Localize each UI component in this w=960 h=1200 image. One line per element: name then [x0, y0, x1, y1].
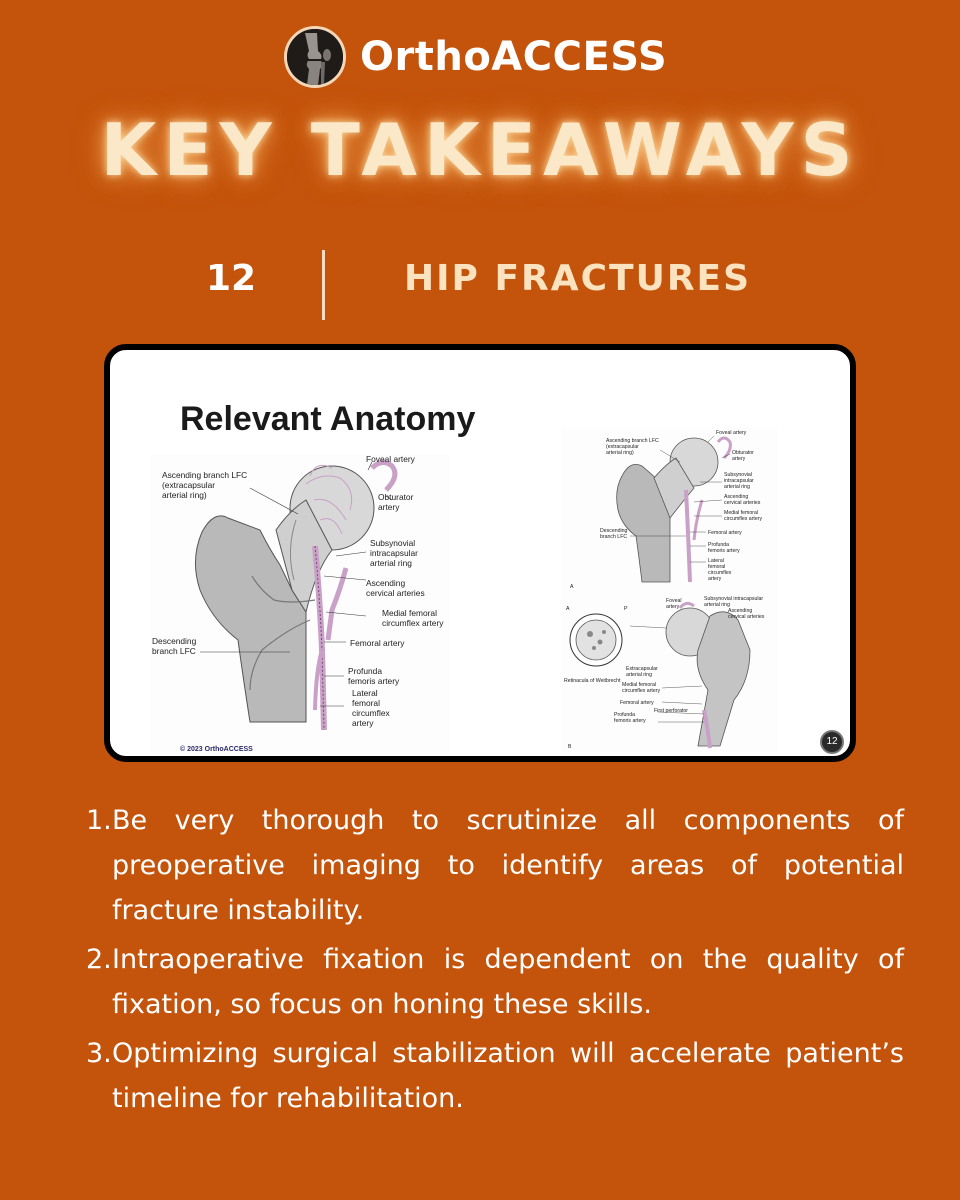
- small-a-medial: Medial femoral: [724, 510, 759, 516]
- brand-name: OrthoACCESS: [360, 34, 668, 80]
- divider: [322, 250, 325, 320]
- slide-copyright: © 2023 OrthoACCESS: [180, 746, 253, 753]
- label-foveal-artery: Foveal artery: [366, 454, 415, 464]
- takeaway-number: 2.: [86, 944, 112, 975]
- small-a-lateral-3: circumflex: [708, 570, 732, 576]
- small-a-foveal: Foveal artery: [716, 430, 747, 436]
- chapter-title: HIP FRACTURES: [404, 258, 752, 299]
- label-profunda: Profunda: [348, 666, 382, 676]
- small-b-medial: Medial femoral: [622, 682, 657, 688]
- label-ascending-lfc: Ascending branch LFC: [162, 470, 248, 480]
- small-a-obturator-2: artery: [732, 456, 746, 462]
- small-a-lateral-4: artery: [708, 576, 722, 582]
- label-subsynovial-2: intracapsular: [370, 548, 418, 558]
- small-a-ascending-lfc-2: (extracapsular: [606, 444, 639, 450]
- label-ascending-lfc-2: (extracapsular: [162, 480, 216, 490]
- label-femoral-artery: Femoral artery: [350, 638, 405, 648]
- small-a-profunda: Profunda: [708, 542, 730, 548]
- page-title: KEY TAKEAWAYS: [100, 108, 860, 192]
- takeaway-item: [86, 798, 904, 933]
- hip-anatomy-diagram: [110, 350, 850, 756]
- takeaway-item: [86, 1031, 904, 1121]
- small-b-foveal: Foveal: [666, 598, 682, 604]
- small-a-ascending-lfc: Ascending branch LFC: [606, 438, 659, 444]
- slide-card: [104, 344, 856, 762]
- label-lateral-3: circumflex: [352, 708, 390, 718]
- main-femur-illustration: [150, 454, 450, 754]
- small-a-descending-2: branch LFC: [600, 534, 628, 540]
- takeaway-number: 1.: [86, 805, 112, 836]
- small-b-subsynovial-2: arterial ring: [704, 602, 730, 608]
- small-b-ascending: Ascending: [728, 608, 753, 614]
- label-profunda-2: femoris artery: [348, 676, 400, 686]
- takeaway-text: Optimizing surgical stabilization will accelerate patient’s timeline for rehabilitation.: [112, 1038, 904, 1114]
- small-b-profunda-2: femoris artery: [614, 718, 646, 724]
- takeaway-text: Intraoperative fixation is dependent on the quality of fixation, so focus on honing these skills.: [112, 944, 904, 1020]
- small-b-posterior: P: [624, 606, 628, 612]
- label-descending-lfc: Descending: [152, 636, 197, 646]
- brand-header: [284, 24, 667, 90]
- takeaway-text: Be very thorough to scrutinize all components of preoperative imaging to identify areas of potential fracture instability.: [112, 805, 904, 926]
- label-medial-femoral-2: circumflex artery: [382, 618, 444, 628]
- takeaways-list: [86, 798, 904, 1125]
- label-subsynovial: Subsynovial: [370, 538, 416, 548]
- small-diagram-b: [562, 596, 778, 752]
- label-ascending-lfc-3: arterial ring): [162, 490, 207, 500]
- small-a-ascending-lfc-3: arterial ring): [606, 450, 634, 456]
- small-b-ascending-2: cervical arteries: [728, 614, 765, 620]
- small-a-subsynovial-2: intracapsular: [724, 478, 754, 484]
- small-a-panel-letter: A: [570, 584, 574, 590]
- label-subsynovial-3: arterial ring: [370, 558, 412, 568]
- small-diagram-a: [562, 428, 778, 596]
- small-a-femoral: Femoral artery: [708, 530, 742, 536]
- small-b-extracapsular: Extracapsular: [626, 666, 658, 672]
- small-a-subsynovial-3: arterial ring: [724, 484, 750, 490]
- small-a-subsynovial: Subsynovial: [724, 472, 752, 478]
- small-b-retinacula: Retinacula of Weitbrecht: [564, 678, 621, 684]
- small-b-foveal-2: artery: [666, 604, 680, 610]
- small-b-anterior: A: [566, 606, 570, 612]
- small-a-lateral-2: femoral: [708, 564, 726, 570]
- small-b-medial-2: circumflex artery: [622, 688, 661, 694]
- takeaway-item: [86, 937, 904, 1027]
- takeaway-number: 3.: [86, 1038, 112, 1069]
- knee-xray-logo-icon: [284, 26, 346, 88]
- label-obturator: Obturator: [378, 492, 414, 502]
- label-ascending-cervical-2: cervical arteries: [366, 588, 425, 598]
- label-obturator-2: artery: [378, 502, 400, 512]
- chapter-number: 12: [206, 258, 257, 299]
- label-ascending-cervical: Ascending: [366, 578, 406, 588]
- label-descending-lfc-2: branch LFC: [152, 646, 196, 656]
- slide-heading: Relevant Anatomy: [180, 400, 476, 438]
- label-lateral-2: femoral: [352, 698, 380, 708]
- label-medial-femoral: Medial femoral: [382, 608, 437, 618]
- small-b-panel-letter: B: [568, 744, 572, 750]
- small-b-extracapsular-2: arterial ring: [626, 672, 652, 678]
- slide-page-badge: 12: [820, 730, 844, 754]
- small-b-femoral: Femoral artery: [620, 700, 654, 706]
- small-a-obturator: Obturator: [732, 450, 754, 456]
- small-b-first-perforator: First perforator: [654, 708, 689, 714]
- small-b-profunda: Profunda: [614, 712, 636, 718]
- small-a-medial-2: circumflex artery: [724, 516, 763, 522]
- small-a-lateral: Lateral: [708, 558, 724, 564]
- small-a-descending: Descending: [600, 528, 628, 534]
- small-a-ascending-cervical-2: cervical arteries: [724, 500, 761, 506]
- small-b-subsynovial: Subsynovial intracapsular: [704, 596, 764, 602]
- small-a-profunda-2: femoris artery: [708, 548, 740, 554]
- small-a-ascending-cervical: Ascending: [724, 494, 749, 500]
- label-lateral: Lateral: [352, 688, 378, 698]
- label-lateral-4: artery: [352, 718, 374, 728]
